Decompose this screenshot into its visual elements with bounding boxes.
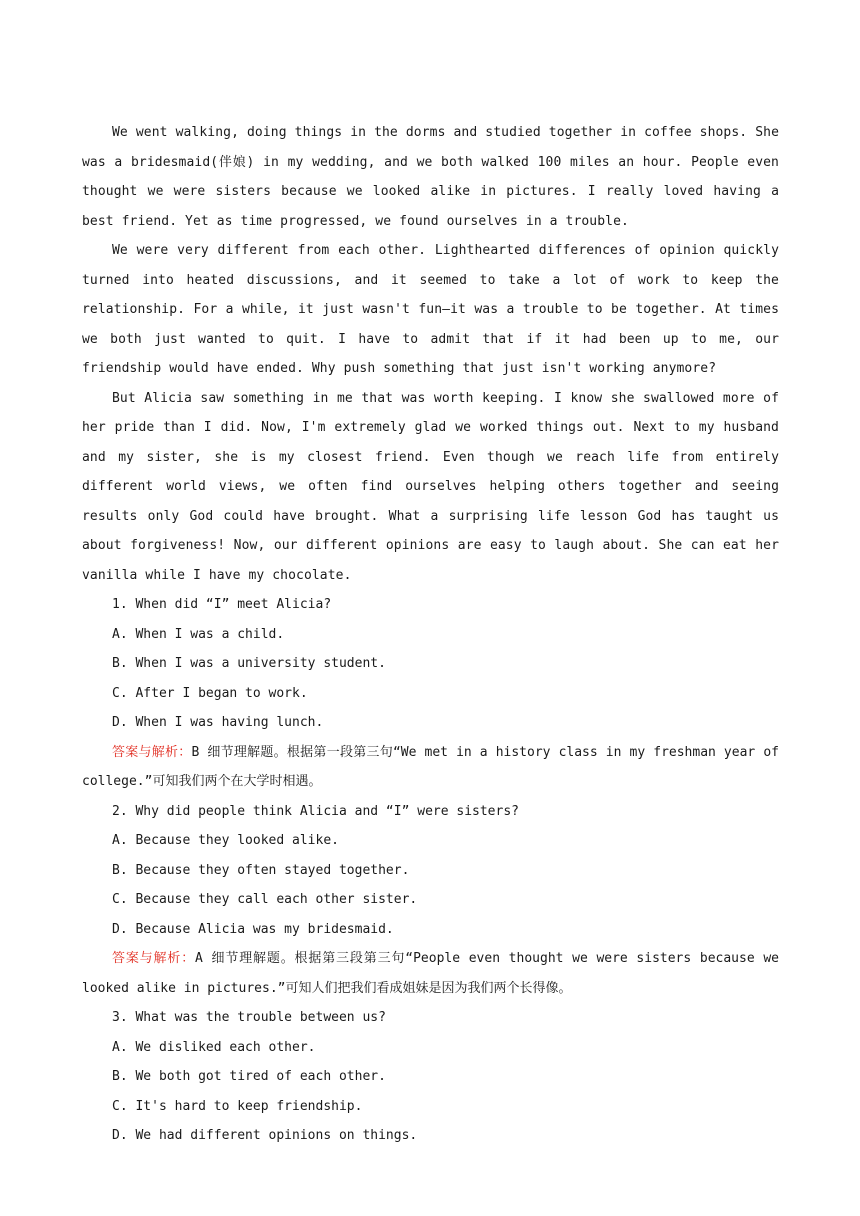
question-stem: 1. When did “I” meet Alicia? [112, 597, 332, 612]
option-b: B. Because they often stayed together. [112, 862, 410, 878]
option-a: A. When I was a child. [112, 626, 285, 642]
answer-label: 答案与解析： [112, 744, 192, 760]
option-a: A. Because they looked alike. [112, 833, 339, 848]
passage-paragraph: We were very different from each other. Lighthearted differences of opinion quickly turned into heated discussions, and it seemed to take a lot of work to keep the relationship. For a while, it just wasn't fun—it was a trouble to be together. At times we both just wanted to quit. I have to admit that if it had been up to me, our friendship would have ended. Why push something that just isn't working anymore? [82, 243, 779, 376]
answer-text: B 细节理解题。根据第一段第三句“We met in a history class in my freshman year of college.”可知我们两个在大学时相遇。 [82, 744, 779, 789]
option-c: C. Because they call each other sister. [112, 892, 418, 907]
option-d: D. When I was having lunch. [112, 715, 324, 730]
passage-paragraph: But Alicia saw something in me that was worth keeping. I know she swallowed more of her pride than I did. Now, I'm extremely glad we worked things out. Next to my husband and my sister, she is my closest friend. Even though we reach life from entirely different world views, we often find ourselves helping others together and seeing results only God could have brought. What a surprising life lesson God has taught us about forgiveness! Now, our different opinions are easy to laugh about. She can eat her vanilla while I have my chocolate. [82, 390, 779, 583]
question-stem: 2. Why did people think Alicia and “I” were sisters? [112, 803, 519, 819]
question-1 [82, 590, 779, 797]
question-3 [82, 1003, 779, 1151]
option-c: C. It's hard to keep friendship. [112, 1098, 363, 1114]
question-stem: 3. What was the trouble between us? [112, 1010, 386, 1025]
option-b: B. We both got tired of each other. [112, 1069, 386, 1084]
option-d: D. Because Alicia was my bridesmaid. [112, 921, 394, 937]
answer-label: 答案与解析： [112, 951, 196, 966]
question-2 [82, 797, 779, 1004]
answer-text: A 细节理解题。根据第三段第三句“People even thought we were sisters because we looked alike in pictures.”可知人们把我们看成姐妹是因为我们两个长得像。 [82, 951, 779, 996]
passage-paragraph: We went walking, doing things in the dorms and studied together in coffee shops. She was a bridesmaid(伴娘) in my wedding, and we both walked 100 miles an hour. People even thought we were sisters because we looked alike in pictures. I really loved having a best friend. Yet as time progressed, we found ourselves in a trouble. [82, 125, 779, 229]
option-b: B. When I was a university student. [112, 656, 386, 671]
document-page [82, 118, 779, 1151]
option-d: D. We had different opinions on things. [112, 1128, 418, 1143]
answer-explanation [82, 738, 779, 797]
option-c: C. After I began to work. [112, 685, 308, 701]
option-a: A. We disliked each other. [112, 1039, 316, 1055]
answer-explanation [82, 944, 779, 1003]
